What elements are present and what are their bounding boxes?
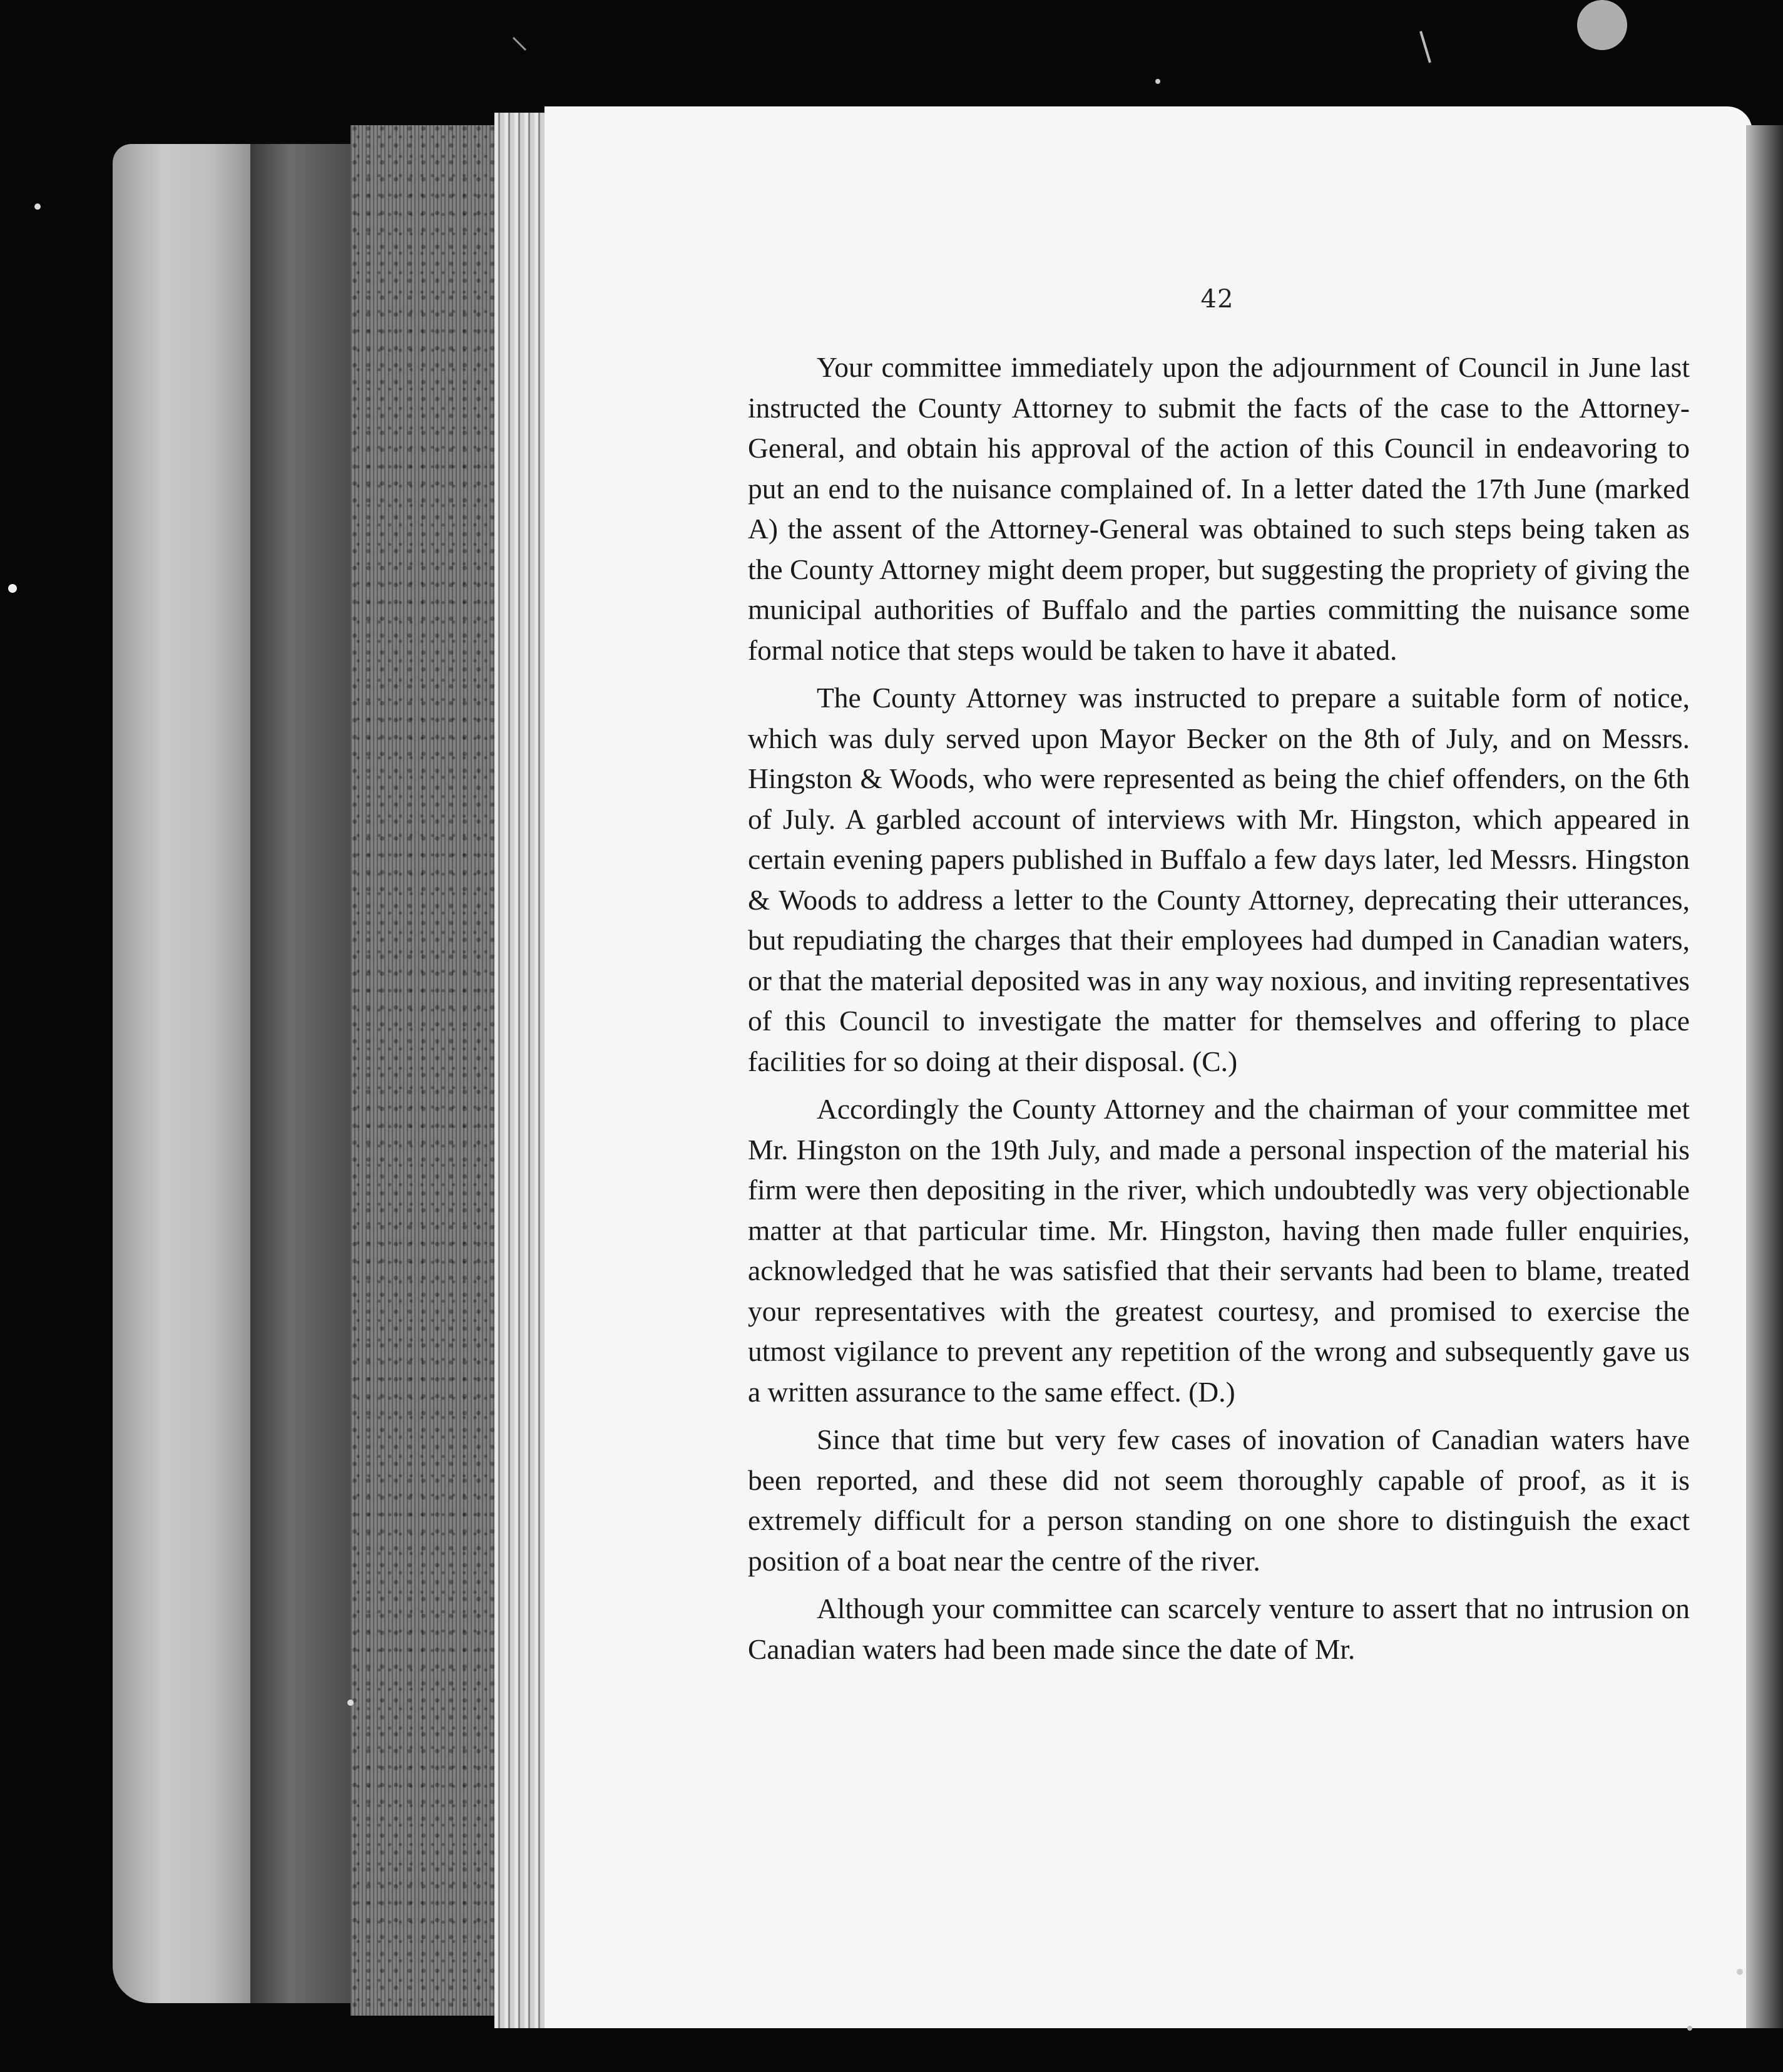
right-page-shadow	[1746, 125, 1783, 2028]
left-page-edge	[113, 144, 257, 2003]
page-number: 42	[1200, 285, 1234, 314]
paragraph-5: Although your committee can scarcely venture to assert that no intrusion on Canadian waters had been made since the date of Mr.	[748, 1592, 1690, 1665]
paragraph-3: Accordingly the County Attorney and the chairman of your committee met Mr. Hingston on the 19th July, and made a personal inspection of the material his firm were then depositing in the river, which undoubtedly was very objectionable matter at that particular time. Mr. Hingston, having then made fuller enquiries, acknowledged that he was satisfied that their servants had been to blame, treated your representatives with the greatest courtesy, and promised to exercise the utmost vigilance to prevent any repetition of the wrong and subsequently gave us a written assurance to the same effect. (D.)	[748, 1093, 1690, 1408]
book-fore-edge	[250, 144, 350, 2003]
paragraph-2: The County Attorney was instructed to prepare a suitable form of notice, which was duly served upon Mayor Becker on the 8th of July, and on Messrs. Hingston & Woods, who were represented as being the chief offenders, on the 6th of July. A garbled account of interviews with Mr. Hingston, which appeared in certain evening papers published in Buffalo a few days later, led Messrs. Hingston & Woods to address a letter to the County Attorney, deprecating their utterances, but repudiating the charges that their employees had dumped in Canadian waters, or that the material deposited was in any way noxious, and inviting representatives of this Council to investigate the matter for themselves and offering to place facilities for so doing at their disposal. (C.)	[748, 682, 1690, 1077]
paragraph-4: Since that time but very few cases of inovation of Canadian waters have been reported, and these did not seem thoroughly capable of proof, as it is extremely difficult for a person standing on one shore to distinguish the exact position of a boat near the centre of the river.	[748, 1423, 1690, 1577]
page-gutter	[494, 113, 544, 2028]
paragraph-1: Your committee immediately upon the adjournment of Council in June last instructed the County Attorney to submit the facts of the case to the Attorney-General, and obtain his approval of the action of this Council in endeavoring to put an end to the nuisance complained of. In a letter dated the 17th June (marked A) the assent of the Attorney-General was obtained to such steps being taken as the County Attorney might deem proper, but suggesting the propriety of giving the municipal authorities of Buffalo and the parties committing the nuisance some formal notice that steps would be taken to have it abated.	[748, 351, 1690, 666]
page-stack-edge	[350, 125, 494, 2016]
body-text	[748, 347, 1690, 1677]
